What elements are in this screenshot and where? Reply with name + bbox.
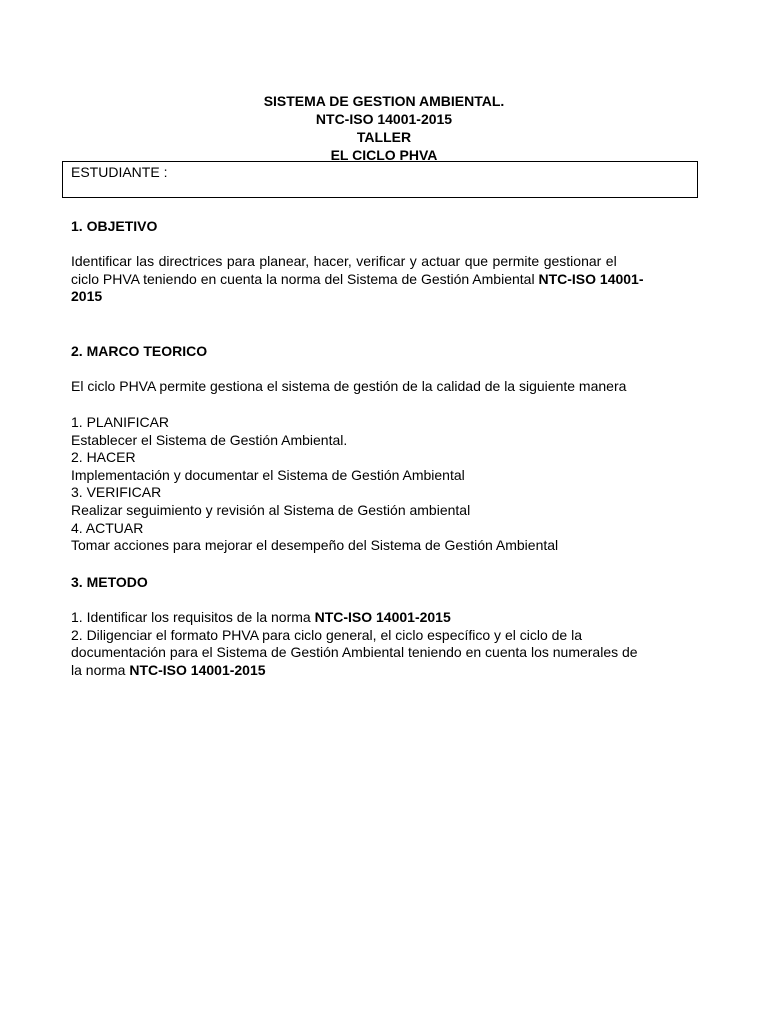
objetivo-heading: 1. OBJETIVO (71, 218, 158, 234)
metodo-item-2-line-1: 2. Diligenciar el formato PHVA para ciclo general, el ciclo específico y el ciclo de la (71, 626, 582, 643)
step-actuar-name: 4. ACTUAR (71, 519, 144, 536)
marco-intro: El ciclo PHVA permite gestiona el sistema de gestión de la calidad de la siguiente manera (71, 378, 627, 394)
objetivo-paragraph (71, 253, 693, 306)
step-planificar-name: 1. PLANIFICAR (71, 414, 170, 430)
header-title: SISTEMA DE GESTION AMBIENTAL. (263, 93, 505, 109)
header-subtitle: EL CICLO PHVA (330, 147, 438, 163)
header-standard: NTC-ISO 14001-2015 (315, 111, 453, 127)
metodo-heading: 3. METODO (71, 574, 148, 590)
document-header (0, 92, 768, 164)
metodo-item-2-text: la norma (71, 661, 130, 678)
objetivo-norma-part2: 2015 (71, 288, 103, 305)
student-field-box[interactable] (62, 161, 698, 198)
step-verificar-name: 3. VERIFICAR (71, 484, 162, 501)
metodo-item-2-line-2: documentación para el Sistema de Gestión Ambiental teniendo en cuenta los numerales de (71, 644, 638, 661)
objetivo-line-3 (71, 288, 693, 306)
metodo-item-2-norma: NTC-ISO 14001-2015 (129, 661, 266, 678)
metodo-item-1-norma: NTC-ISO 14001-2015 (314, 609, 451, 625)
student-label: ESTUDIANTE : (71, 164, 168, 180)
step-hacer-name: 2. HACER (71, 449, 136, 466)
marco-steps-list (71, 414, 693, 555)
step-verificar-desc: Realizar seguimiento y revisión al Sistema de Gestión ambiental (71, 501, 471, 518)
metodo-item-2-line-3 (71, 662, 693, 680)
metodo-item-1 (71, 609, 693, 627)
metodo-list (71, 609, 693, 679)
step-hacer-desc: Implementación y documentar el Sistema de Gestión Ambiental (71, 466, 465, 483)
step-planificar-desc: Establecer el Sistema de Gestión Ambiental. (71, 431, 348, 448)
header-workshop: TALLER (356, 129, 412, 145)
objetivo-line-2 (71, 271, 693, 289)
step-actuar-desc: Tomar acciones para mejorar el desempeño del Sistema de Gestión Ambiental (71, 537, 559, 554)
marco-heading: 2. MARCO TEORICO (71, 343, 208, 359)
metodo-item-1-text: 1. Identificar los requisitos de la norma (71, 609, 315, 625)
objetivo-line-2-text: ciclo PHVA teniendo en cuenta la norma del Sistema de Gestión Ambiental (71, 270, 539, 287)
objetivo-norma-part1: NTC-ISO 14001- (538, 270, 644, 287)
objetivo-line-1: Identificar las directrices para planear, hacer, verificar y actuar que permite gestionar el (71, 253, 617, 269)
